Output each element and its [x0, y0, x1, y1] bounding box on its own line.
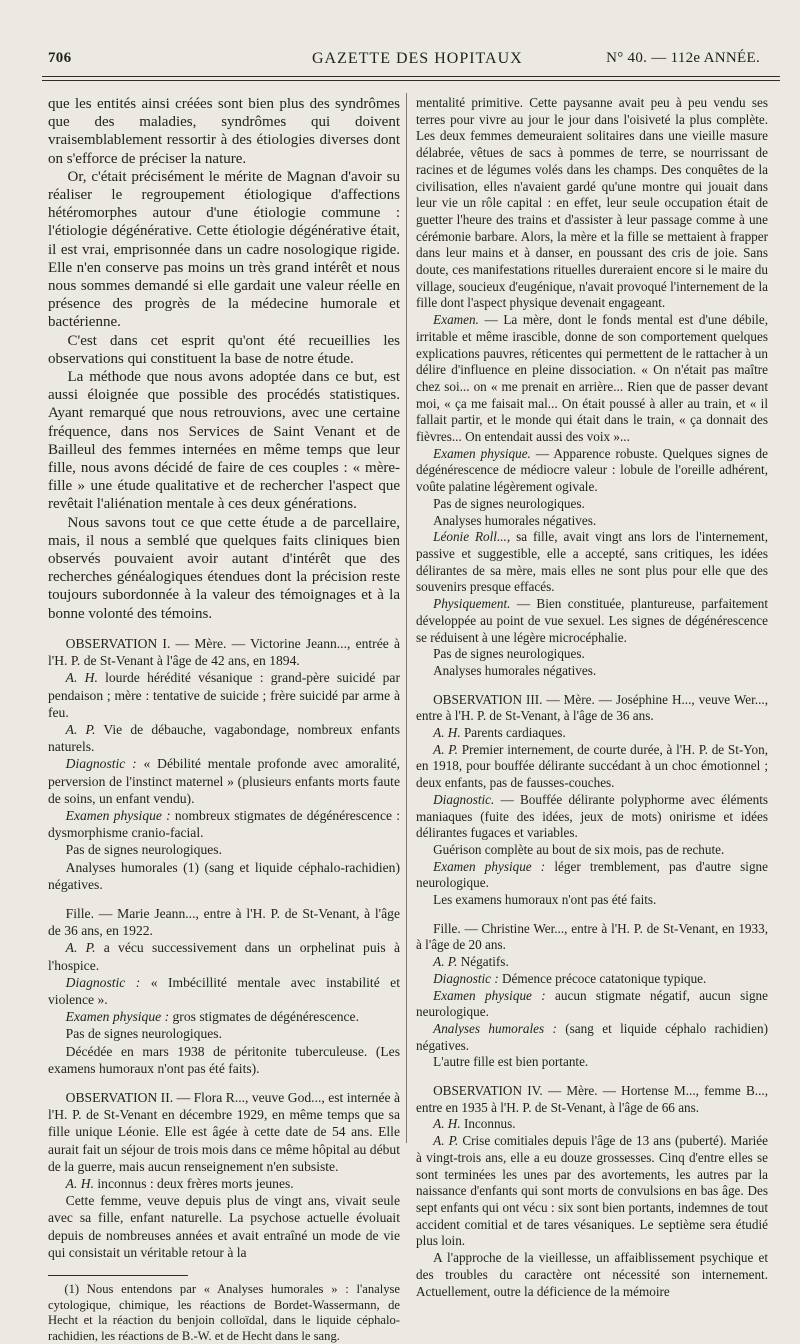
label: Diagnostic :: [65, 756, 137, 772]
observation-heading: OBSERVATION IV. — Mère. — Hortense M..., femme B..., entre en 1935 à l'H. P. de St-Venant, à l'âge de 66 ans.: [416, 1083, 768, 1115]
text: a vécu successivement dans un orphelinat puis à l'hospice.: [48, 940, 400, 973]
label: Analyses humorales :: [433, 1020, 557, 1036]
footnote-rule: [48, 1275, 188, 1276]
journal-title: GAZETTE DES HOPITAUX: [312, 50, 523, 67]
label: Diagnostic.: [433, 791, 495, 807]
paragraph: [416, 529, 768, 596]
paragraph: C'est dans cet esprit qu'ont été recueillies les observations qui constituent la base de notre étude.: [48, 332, 400, 367]
left-column: [48, 95, 400, 1343]
running-header: [48, 46, 770, 76]
paragraph: Analyses humorales (1) (sang et liquide céphalo-rachidien) négatives.: [48, 859, 400, 892]
paragraph: [416, 596, 768, 646]
paragraph: Pas de signes neurologiques.: [65, 842, 222, 858]
paragraph: Cette femme, veuve depuis plus de vingt ans, vivait seule avec sa fille, enfant naturelle. La psychose actuelle évoluait depuis de nombreuses années et avait entraîné un mode de vie qui consistait un véritable retour à la: [48, 1193, 400, 1260]
text: Vie de débauche, vagabondage, nombreux enfants naturels.: [48, 721, 400, 755]
text: inconnus : deux frères morts jeunes.: [94, 1175, 294, 1191]
paragraph: [48, 721, 400, 755]
paragraph: [416, 1116, 768, 1133]
paragraph: Guérison complète au bout de six mois, pas de rechute.: [433, 841, 725, 857]
paragraph: [416, 742, 768, 792]
paragraph: [416, 1133, 768, 1250]
observation-heading: Fille. — Christine Wer..., entre à l'H. P. de St-Venant, en 1933, à l'âge de 20 ans.: [416, 920, 768, 953]
label: Examen.: [433, 312, 479, 328]
label: Diagnostic :: [65, 974, 141, 990]
paragraph: [416, 859, 768, 892]
paragraph: Pas de signes neurologiques.: [433, 646, 585, 662]
label: A. P.: [433, 741, 458, 757]
label: Examen physique :: [433, 987, 546, 1003]
paragraph: [416, 792, 768, 842]
paragraph: La méthode que nous avons adoptée dans ce but, est aussi éloignée que possible des procédés statistiques. Ayant remarqué que nous retrouvions, avec une certaine fréquence, dans nos Services de Saint Venant et de Bailleul des femmes internées en même temps que leur fille, nous avons décidé de faire de ces couples : « mère-fille » une étude qualitative et de rechercher l'aspect que revêtait l'aliénation mentale à ces deux générations.: [48, 369, 400, 513]
label: A. P.: [65, 721, 96, 737]
paragraph: Analyses humorales négatives.: [433, 512, 597, 528]
paragraph: Pas de signes neurologiques.: [65, 1026, 222, 1042]
text: « Imbécillité mentale avec instabilité et violence ».: [48, 974, 400, 1007]
paragraph: A l'approche de la vieillesse, un affaiblissement psychique et des troubles du caractère ont nécessité son internement. Actuellement, outre la déficience de la mémoire: [416, 1250, 768, 1299]
label: A. P.: [65, 940, 96, 956]
label: A. P.: [433, 954, 458, 970]
text: sa fille, avait vingt ans lors de l'internement, passive et suggestible, elle a accepté, sans critiques, les idées délirantes de sa mère, mais elles ne sont plus pour elle que des souvenirs presque effacés.: [416, 529, 768, 595]
label: A. H.: [65, 1175, 94, 1191]
text: (sang et liquide céphalo rachidien) négatives.: [416, 1020, 768, 1053]
text: Parents cardiaques.: [460, 725, 566, 741]
text: — Bien constituée, plantureuse, parfaitement développée au point de vue sexuel. Les signes de dégénérescence se réduisent à une légère microcéphalie.: [416, 596, 768, 645]
right-column: [416, 95, 768, 1299]
paragraph: mentalité primitive. Cette paysanne avait peu à peu vendu ses terres pour vivre au jour le jour dans l'oisiveté la plus complète. Les deux femmes demeuraient solitaires dans une vieille masure délabrée, vêtues de sacs à pommes de terre, se nourrissant de racines et de légumes volés dans les champs. Des conquêtes de la civilisation, elles n'avaient gardé qu'une montre qui jouait dans leur vie un rôle capital : en effet, leur seule occupation était de guetter l'heure des trains et d'assister à leur passage comme à une cérémonie barbare. Alors, la mère et la fille se mettaient à frapper dans leur mains et à danser, en poussant des cris de joie. Sans doute, ces manifestations rituelles dureraient encore si le maire du village, soucieux d'eugénique, n'avait provoqué l'internement de la fille dont l'aspect physique devenait engageant.: [416, 95, 768, 311]
paragraph: [48, 1008, 400, 1025]
paragraph: L'autre fille est bien portante.: [433, 1054, 589, 1070]
label: A. H.: [433, 725, 461, 741]
text: léger tremblement, pas d'autre signe neurologique.: [416, 858, 768, 891]
text: Crise comitiales depuis l'âge de 13 ans (puberté). Mariée à vingt-trois ans, elle a eu douze grossesses. Cinq d'entre elles se sont terminées les unes par des avortements, les autres par la naissance d'enfants qui sont morts de convulsions en bas âge. Des sept enfants qui ont vécu : six sont bien portants, indemnes de tout accident comitial et de tares vésaniques. Le septième sera étudié plus loin.: [416, 1133, 768, 1249]
label: A. H.: [433, 1116, 461, 1132]
paragraph: Décédée en mars 1938 de péritonite tuberculeuse. (Les examens humoraux n'ont pas été faits).: [48, 1043, 400, 1076]
text: nombreux stigmates de dégénérescence : dysmorphisme cranio-facial.: [48, 807, 400, 841]
paragraph: [416, 312, 768, 446]
label: Examen physique :: [433, 858, 546, 874]
observation-heading: OBSERVATION III. — Mère. — Joséphine H..., veuve Wer..., entre à l'H. P. de St-Venant, à l'âge de 36 ans.: [416, 691, 768, 724]
observation-heading: OBSERVATION I. — Mère. — Victorine Jeann..., entrée à l'H. P. de St-Venant à l'âge de 42 ans, en 1894.: [48, 635, 400, 669]
label: Physiquement.: [433, 596, 511, 612]
label: Léonie Roll...,: [433, 529, 511, 545]
text: « Débilité mentale profonde avec amoralité, perversion de l'instinct maternel » (plusieurs enfants morts faute de soins, un enfant vendu).: [48, 756, 400, 806]
label: Examen physique :: [65, 1009, 170, 1025]
column-separator: [406, 93, 407, 1143]
page-number: 706: [48, 50, 72, 66]
paragraph: Nous savons tout ce que cette étude a de parcellaire, mais, il nous a semblé que quelques faits cliniques bien observés pouvaient avoir autant d'intérêt que des recherches généalogiques étendues dont la précision reste toujours subordonnée à la valeur des témoignages et à la bonne volonté des témoins.: [48, 514, 400, 622]
observation-heading: OBSERVATION II. — Flora R..., veuve God..., est internée à l'H. P. de St-Venant en décembre 1929, en même temps que sa fille unique Léonie. Elle est âgée à cette date de 54 ans. Elle aurait fait un séjour de trois mois dans ce même hôpital au début de la guerre, mais aucun renseignement n'en subsiste.: [48, 1089, 400, 1174]
paragraph: [416, 954, 768, 971]
text: — Bouffée délirante polyphorme avec éléments maniaques (fuite des idées, jeux de mots) onirisme et idées délirantes fugaces et variables.: [416, 791, 768, 841]
text: Démence précoce catatonique typique.: [498, 970, 707, 986]
text: — La mère, dont le fonds mental est d'une débile, irritable et même irascible, donne de son comportement quelques explications pauvres, réticentes qui permettent de le rattacher à un délire d'influence en pleine dissociation. « On n'était pas maître chez soi... on « me prenait en arrière... Rien que de passer devant moi, « ça me faisait mal... On était poussé à aller au train, et « il fallait partir, et le monde qui était dans le train, « ça donnait des fièvres... On entendait aussi des voix »...: [416, 312, 768, 445]
header-rule-thin: [42, 80, 780, 81]
text: Négatifs.: [457, 954, 509, 970]
footnote: (1) Nous entendons par « Analyses humorales » : l'analyse cytologique, chimique, les réactions de Bordet-Wassermann, de Hecht et la réaction du benjoin colloïdal, dans le liquide céphalo-rachidien, les réactions de B.-W. et de Hecht dans le sang.: [48, 1282, 400, 1343]
observation-heading: Fille. — Marie Jeann..., entre à l'H. P. de St-Venant, à l'âge de 36 ans, en 1922.: [48, 905, 400, 939]
label: A. H.: [65, 670, 98, 686]
text: aucun stigmate négatif, aucun signe neurologique.: [416, 987, 768, 1020]
paragraph: que les entités ainsi créées sont bien plus des syndrômes que des maladies, syndrômes qui doivent vraisemblablement ressortir à des étiologies diverses dont on s'efforce de préciser la nature.: [48, 96, 400, 167]
label: Diagnostic :: [433, 970, 499, 986]
paragraph: Les examens humoraux n'ont pas été faits.: [433, 892, 657, 908]
text: — Apparence robuste. Quelques signes de dégénérescence de médiocre valeur : lobule de l'oreille adhérent, voûte palatine légèrement ogivale.: [416, 445, 768, 495]
paragraph: [48, 939, 400, 973]
label: Examen physique.: [433, 445, 531, 461]
paragraph: [48, 807, 400, 841]
paragraph: [48, 974, 400, 1008]
text: gros stigmates de dégénérescence.: [169, 1009, 359, 1025]
paragraph: [416, 446, 768, 496]
paragraph: [416, 988, 768, 1021]
paragraph: Or, c'était précisément le mérite de Magnan d'avoir su réaliser le regroupement étiologique d'affections hétéromorphes autour d'une étiologie commune : l'étiologie dégénérative. Cette étiologie dégénérative était, il est vrai, emprisonnée dans un cadre nosologique rigide. Elle n'en conserve pas moins un très grand intérêt et nous nous sommes demandé si elle gardait une valeur réelle en présence des progrès de la médecine humorale et bactérienne.: [48, 168, 400, 331]
header-rule: [42, 76, 780, 77]
text: lourde hérédité vésanique : grand-père suicidé par pendaison ; mère : tentative de suicide ; frère suicidé par arme à feu.: [48, 670, 400, 720]
issue-number: N° 40. — 112e ANNÉE.: [606, 50, 760, 66]
paragraph: [48, 1175, 400, 1192]
paragraph: [416, 1021, 768, 1054]
paragraph: [416, 971, 768, 988]
paragraph: [48, 755, 400, 807]
text: Premier internement, de courte durée, à l'H. P. de St-Yon, en 1918, pour bouffée délirante succédant à un choc émotionnel ; deux enfants, pas de fausses-couches.: [416, 741, 768, 791]
paragraph: Pas de signes neurologiques.: [433, 495, 585, 511]
paragraph: [48, 669, 400, 721]
label: Examen physique :: [65, 807, 171, 823]
paragraph: [416, 725, 768, 742]
paragraph: Analyses humorales négatives.: [433, 662, 597, 678]
text: Inconnus.: [460, 1116, 516, 1132]
label: A. P.: [433, 1133, 459, 1149]
